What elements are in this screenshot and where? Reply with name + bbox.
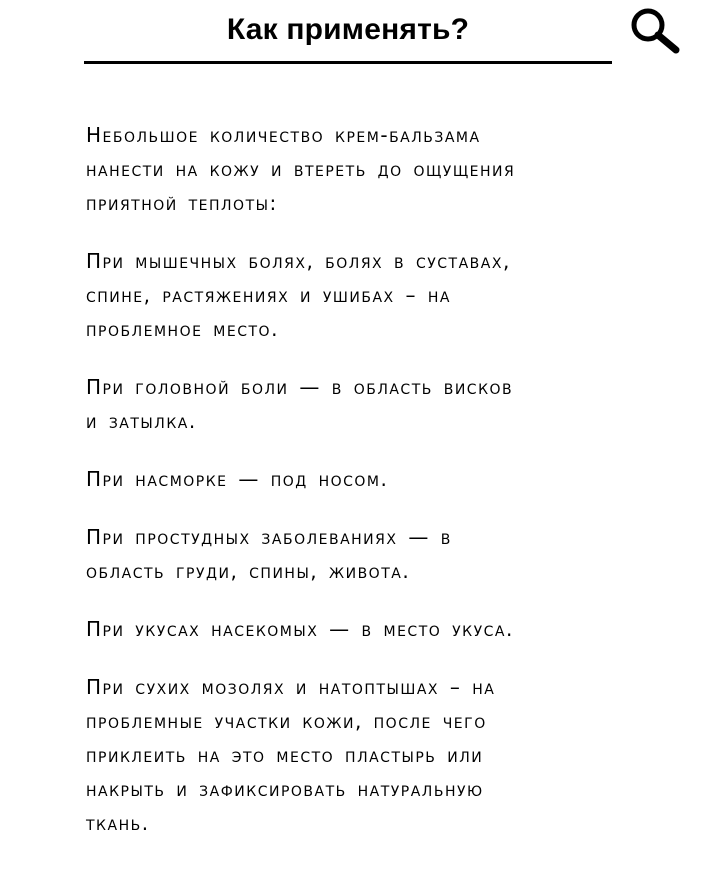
instructions-text [86,118,666,864]
calluses-paragraph: При сухих мозолях и натоптышах – на проблемные участки кожи, после чего приклеить на это место пластырь или накрыть и зафиксировать натуральную ткань. [86,675,496,835]
runny-nose-paragraph: При насморке — под носом. [86,467,389,491]
intro-paragraph: Небольшое количество крем-бальзама нанести на кожу и втереть до ощущения приятной теплоты: [86,123,516,215]
headache-paragraph: При головной боли — в область висков и затылка. [86,375,514,433]
title-underline [84,61,612,64]
cold-paragraph: При простудных заболеваниях — в область груди, спины, живота. [86,525,452,583]
page-title: Как применять? [226,13,470,46]
muscle-pain-paragraph: При мышечных болях, болях в суставах, спине, растяжениях и ушибах – на проблемное место. [86,249,511,341]
insect-bites-paragraph: При укусах насекомых — в место укуса. [86,617,514,641]
search-icon[interactable] [626,4,684,56]
